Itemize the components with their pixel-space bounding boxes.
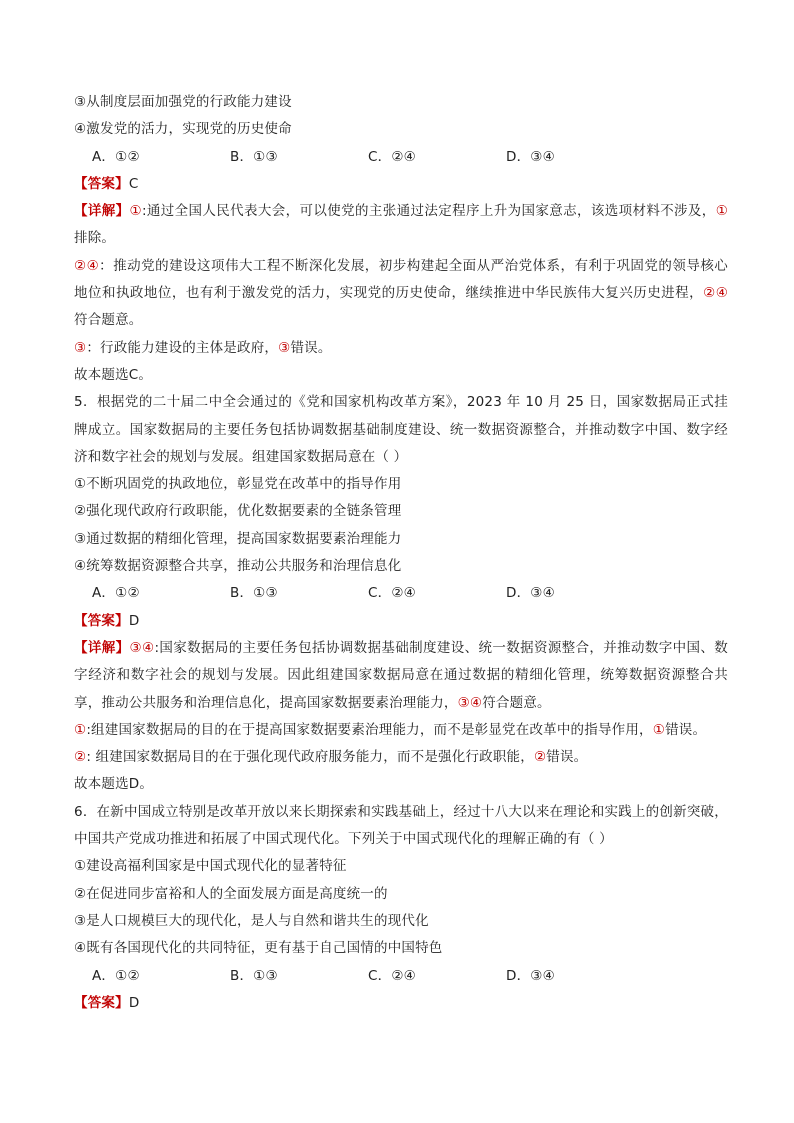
detail-tag: 【详解】 — [74, 203, 130, 220]
q4-option-b: B．①③ — [230, 148, 278, 165]
detail-ref: ③ — [278, 339, 291, 356]
q5-option-a: A．①② — [92, 585, 140, 602]
q4-answer — [74, 171, 728, 198]
detail-text: ：推动党的建设这项伟大工程不断深化发展，初步构建起全面从严治党体系，有利于巩固党的领导核心地位和执政地位，也有利于激发党的活力，实现党的历史使命，继续推进中华民族伟大复兴历史进程， — [74, 257, 729, 302]
detail-ref: ③④ — [457, 694, 483, 711]
q4-conclusion: 故本题选C。 — [74, 366, 153, 383]
detail-ref: ① — [129, 203, 142, 220]
detail-ref: ① — [74, 721, 87, 738]
q5-item-3: ③通过数据的精细化管理，提高国家数据要素治理能力 — [74, 530, 402, 547]
answer-value: C — [128, 175, 139, 192]
q5-detail-1 — [74, 635, 728, 717]
q5-conclusion: 故本题选D。 — [74, 776, 154, 793]
q4-detail-1 — [74, 198, 728, 253]
q6-item-1: ①建设高福利国家是中国式现代化的显著特征 — [74, 858, 347, 875]
q6-item-3: ③是人口规模巨大的现代化，是人与自然和谐共生的现代化 — [74, 912, 429, 929]
detail-text: :通过全国人民代表大会，可以使党的主张通过法定程序上升为国家意志，该选项材料不涉及， — [141, 203, 716, 220]
q6-option-a: A．①② — [92, 967, 140, 984]
detail-text: : 组建国家数据局目的在于强化现代政府服务能力，而不是强化行政职能， — [86, 749, 534, 766]
q5-answer — [74, 608, 728, 635]
q5-detail-3 — [74, 744, 728, 771]
detail-tail: 符合题意。 — [482, 694, 551, 711]
detail-tail: 错误。 — [546, 749, 588, 766]
detail-ref: ① — [715, 203, 728, 220]
answer-tag: 【答案】 — [74, 612, 129, 629]
detail-tail: 排除。 — [74, 230, 116, 247]
answer-tag: 【答案】 — [74, 994, 129, 1011]
q4-options — [74, 144, 728, 171]
answer-tag: 【答案】 — [74, 175, 129, 192]
detail-ref: ① — [652, 721, 666, 738]
answer-value: D — [128, 994, 140, 1011]
q5-option-d: D．③④ — [506, 585, 555, 602]
q4-detail-3 — [74, 335, 728, 362]
detail-text: :组建国家数据局的目的在于提高国家数据要素治理能力，而不是彰显党在改革中的指导作用， — [86, 721, 653, 738]
q5-stem: 5．根据党的二十届二中全会通过的《党和国家机构改革方案》，2023 年 10 月 25 日，国家数据局正式挂牌成立。国家数据局的主要任务包括协调数据基础制度建设、统一数据资源整合，并推动数字中国、数字经济和数字社会的规划与发展。组建国家数据局意在（ ） — [74, 394, 728, 465]
q6-option-c: C．②④ — [368, 967, 416, 984]
q6-option-d: D．③④ — [506, 967, 555, 984]
q6-item-2: ②在促进同步富裕和人的全面发展方面是高度统一的 — [74, 885, 388, 902]
q4-item-3: ③从制度层面加强党的行政能力建设 — [74, 94, 292, 110]
detail-ref: ③④ — [129, 639, 155, 656]
detail-ref: ②④ — [74, 257, 100, 274]
q4-item-4: ④激发党的活力，实现党的历史使命 — [74, 121, 292, 138]
q4-option-a: A．①② — [92, 148, 140, 165]
q6-option-b: B．①③ — [230, 967, 278, 984]
q4-option-c: C．②④ — [368, 148, 416, 165]
q5-option-b: B．①③ — [230, 585, 278, 602]
detail-ref: ② — [74, 749, 87, 766]
detail-text: :国家数据局的主要任务包括协调数据基础制度建设、统一数据资源整合，并推动数字中国、数字经济和数字社会的规划与发展。因此组建国家数据局意在通过数据的精细化管理，统筹数据资源整合共享，推动公共服务和治理信息化，提高国家数据要素治理能力， — [74, 639, 728, 711]
q5-item-4: ④统筹数据资源整合共享，推动公共服务和治理信息化 — [74, 558, 402, 575]
detail-tag: 【详解】 — [74, 639, 130, 656]
detail-ref: ②④ — [703, 285, 728, 302]
q5-options — [74, 580, 728, 607]
detail-text: ：行政能力建设的主体是政府， — [86, 339, 279, 356]
detail-tail: 符合题意。 — [74, 312, 143, 329]
q6-answer — [74, 990, 728, 1017]
q4-detail-2 — [74, 253, 728, 335]
q5-item-2: ②强化现代政府行政职能，优化数据要素的全链条管理 — [74, 503, 402, 520]
detail-ref: ③ — [74, 339, 87, 356]
q6-item-4: ④既有各国现代化的共同特征，更有基于自己国情的中国特色 — [74, 940, 443, 957]
detail-tail: 错误。 — [665, 721, 707, 738]
answer-value: D — [128, 612, 140, 629]
q4-option-d: D．③④ — [506, 148, 555, 165]
q5-item-1: ①不断巩固党的执政地位，彰显党在改革中的指导作用 — [74, 476, 402, 493]
q6-options — [74, 963, 728, 990]
q5-option-c: C．②④ — [368, 585, 416, 602]
detail-tail: 错误。 — [290, 339, 332, 356]
detail-ref: ② — [533, 749, 547, 766]
q6-stem: 6．在新中国成立特别是改革开放以来长期探索和实践基础上，经过十八大以来在理论和实践上的创新突破，中国共产党成功推进和拓展了中国式现代化。下列关于中国式现代化的理解正确的有（ ） — [74, 803, 728, 848]
q5-detail-2 — [74, 717, 728, 744]
